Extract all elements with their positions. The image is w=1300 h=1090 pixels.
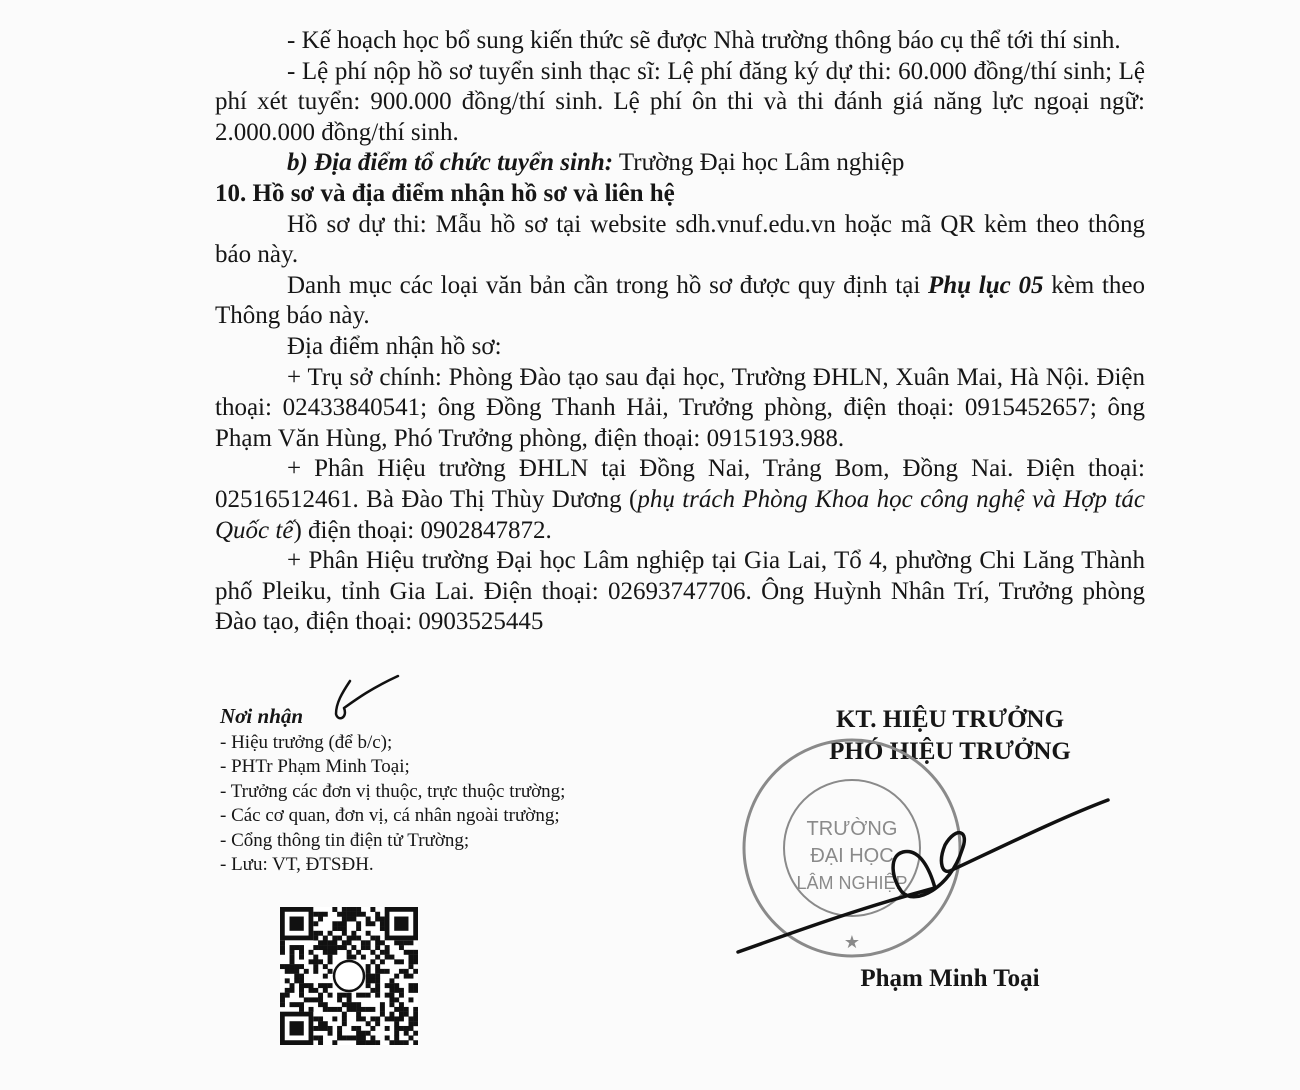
recipients-title: Nơi nhận — [220, 704, 304, 728]
appendix-reference: Phụ lục 05 — [928, 271, 1044, 299]
dong-nai-role: phụ trách Phòng Khoa học công nghệ và Hợp tác Quốc tế — [215, 485, 1145, 544]
recipient-item: - Hiệu trưởng (để b/c); — [220, 731, 393, 753]
paragraph-supplementary-plan: - Kế hoạch học bổ sung kiến thức sẽ được Nhà trường thông báo cụ thể tới thí sinh. — [287, 27, 1121, 54]
dong-nai-text: + Phân Hiệu trường ĐHLN tại Đồng Nai, Trảng Bom, Đồng Nai. Điện thoại: 02516512461. Bà Đào Thị Thùy Dương ( — [215, 455, 1145, 513]
document-list-tail: kèm theo Thông báo này. — [215, 271, 1146, 330]
qr-logo-icon — [334, 961, 364, 991]
paragraph-gia-lai-branch: + Phân Hiệu trường Đại học Lâm nghiệp tại Gia Lai, Tổ 4, phường Chi Lăng Thành phố Pleiku, tỉnh Gia Lai. Điện thoại: 02693747706. Ông Huỳnh Nhân Trí, Trưởng phòng Đào tạo, điện thoại: 0903525445 — [215, 547, 1145, 636]
recipient-item: - Các cơ quan, đơn vị, cá nhân ngoài trường; — [220, 805, 560, 826]
signer-name: Phạm Minh Toại — [860, 965, 1040, 992]
initials-mark — [336, 676, 398, 718]
paragraph-fees: - Lệ phí nộp hồ sơ tuyển sinh thạc sĩ: Lệ phí đăng ký dự thi: 60.000 đồng/thí sinh; Lệ phí xét tuyển: 900.000 đồng/thí sinh. Lệ phí ôn thi và thi đánh giá năng lực ngoại ngữ: 2.000.000 đồng/thí sinh. — [215, 57, 1145, 146]
paragraph-submission-places: Địa điểm nhận hồ sơ: — [287, 332, 502, 360]
paragraph-head-office: + Trụ sở chính: Phòng Đào tạo sau đại học, Trường ĐHLN, Xuân Mai, Hà Nội. Điện thoại: 02433840541; ông Đồng Thanh Hải, Trưởng phòng, điện thoại: 0915452657; ông Phạm Văn Hùng, Phó Trưởng phòng, điện thoại: 0915193.988. — [215, 363, 1145, 452]
stamp-line-3: LÂM NGHIỆP — [796, 873, 908, 893]
dong-nai-phone: ) điện thoại: 0902847872. — [293, 516, 552, 544]
document-list-text: Danh mục các loại văn bản cần trong hồ sơ được quy định tại — [287, 271, 928, 299]
star-icon: ★ — [843, 932, 861, 952]
official-stamp — [744, 740, 960, 956]
signature-title-2: PHÓ HIỆU TRƯỞNG — [829, 738, 1071, 765]
qr-code-graphic — [280, 907, 418, 1045]
signature-title-1: KT. HIỆU TRƯỞNG — [835, 706, 1065, 733]
stamp-line-1: TRƯỜNG — [806, 818, 898, 840]
exam-location-value: Trường Đại học Lâm nghiệp — [613, 149, 905, 177]
recipient-item: - Cổng thông tin điện tử Trường; — [220, 829, 470, 851]
recipient-item: - PHTr Phạm Minh Toại; — [220, 756, 410, 777]
recipient-item: - Lưu: VT, ĐTSĐH. — [220, 854, 374, 875]
stamp-line-2: ĐẠI HỌC — [810, 845, 894, 867]
paragraph-application-docs: Hồ sơ dự thi: Mẫu hồ sơ tại website sdh.vnuf.edu.vn hoặc mã QR kèm theo thông báo này. — [215, 210, 1145, 269]
recipient-item: - Trưởng các đơn vị thuộc, trực thuộc trường; — [220, 780, 566, 802]
exam-location-label: b) Địa điểm tổ chức tuyển sinh: — [287, 149, 614, 177]
qr-code-icon[interactable] — [280, 907, 418, 1045]
section-heading-10: 10. Hồ sơ và địa điểm nhận hồ sơ và liên hệ — [215, 179, 675, 207]
